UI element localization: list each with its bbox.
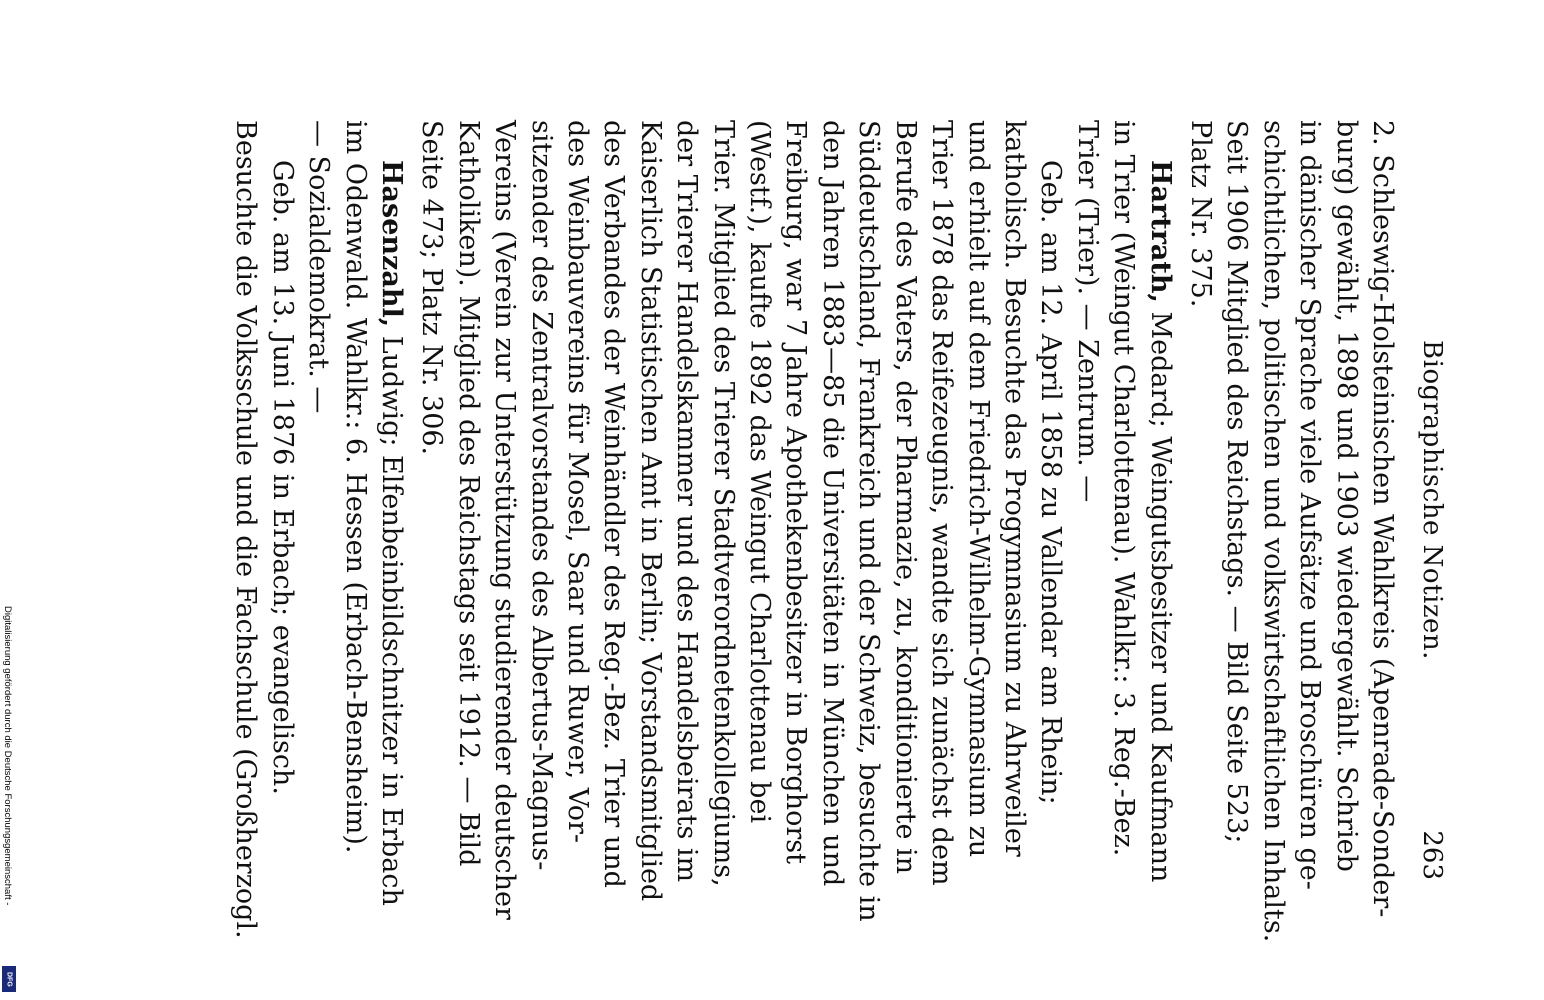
text-line: burg) gewählt, 1898 und 1903 wiedergewählt. Schrieb xyxy=(1330,120,1362,872)
text-line: Medard; Weingutsbesitzer und Kaufmann xyxy=(1144,302,1176,883)
text-line: Kaiserlich Statistischen Amt in Berlin; Vorstandsmitglied xyxy=(634,120,666,902)
entry-name: Hartrath, xyxy=(1144,160,1176,303)
text-line: Geb. am 12. April 1858 zu Vallendar am Rhein; xyxy=(1035,160,1067,805)
page-header xyxy=(1404,120,1450,880)
text-line: Besuchte die Volksschule und die Fachschule (Großherzogl. xyxy=(230,120,262,939)
running-title: Biographische Notizen. xyxy=(1417,340,1447,660)
text-line: Vereins (Verein zur Unterstützung studierender deutscher xyxy=(489,120,521,920)
text-line: Geb. am 13. Juni 1876 in Erbach; evangelisch. xyxy=(266,160,298,795)
text-line: des Weinbauvereins für Mosel, Saar und Ruwer, Vor- xyxy=(562,120,594,844)
text-line: Freiburg, war 7 Jahre Apothekenbesitzer in Borghorst xyxy=(780,120,812,864)
text-line: Trier (Trier). — Zentrum. — xyxy=(1071,120,1103,503)
text-line: des Verbandes der Weinhändler des Reg.-Bez. Trier und xyxy=(598,120,630,888)
text-line: im Odenwald. Wahlkr.: 6. Hessen (Erbach-Bensheim). xyxy=(339,120,371,854)
text-line: Trier. Mitglied des Trierer Stadtverordnetenkollegiums, xyxy=(707,120,739,887)
text-line: den Jahren 1883—85 die Universitäten in München und xyxy=(816,120,848,887)
paragraph-continuation xyxy=(1182,120,1400,943)
text-line: (Westf.), kaufte 1892 das Weingut Charlottenau bei xyxy=(744,120,776,824)
digitization-credit xyxy=(2,606,16,996)
text-line: Süddeutschland, Frankreich und der Schweiz, besuchte in xyxy=(853,120,885,922)
text-line: 2. Schleswig-Holsteinischen Wahlkreis (Apenrade-Sonder- xyxy=(1367,120,1398,918)
text-line: Berufe des Vaters, der Pharmazie, zu, konditionierte in xyxy=(889,120,921,875)
text-line: Platz Nr. 375. xyxy=(1184,120,1216,308)
dfg-logo: DFG xyxy=(2,966,16,992)
page-number: 263 xyxy=(1417,830,1447,880)
text-line: und erhielt auf dem Friedrich-Wilhelm-Gymnasium zu xyxy=(962,120,994,858)
text-line: Seit 1906 Mitglied des Reichstags. — Bild Seite 523; xyxy=(1221,120,1253,844)
entry-hasenzahl-body xyxy=(227,120,300,939)
text-line: Ludwig; Elfenbeinbildschnitzer in Erbach xyxy=(376,327,408,906)
text-line: schichtlichen, politischen und volkswirtschaftlichen Inhalts. xyxy=(1257,120,1289,943)
entry-hartrath-head xyxy=(1068,120,1177,883)
entry-hartrath-body xyxy=(413,120,1068,922)
page-text-block xyxy=(140,120,1450,943)
text-line: — Sozialdemokrat. — xyxy=(303,120,335,414)
text-line: der Trierer Handelskammer und des Handelsbeirats im xyxy=(671,120,703,883)
text-line: Trier 1878 das Reifezeugnis, wandte sich zunächst dem xyxy=(926,120,958,886)
text-line: in dänischer Sprache viele Aufsätze und Broschüren ge- xyxy=(1294,120,1326,890)
text-line: Seite 473; Platz Nr. 306. xyxy=(416,120,448,456)
text-line: sitzender des Zentralvorstandes des Albertus-Magnus- xyxy=(525,120,557,871)
text-line: in Trier (Weingut Charlottenau). Wahlkr.: 3. Reg.-Bez. xyxy=(1108,120,1140,857)
text-line: katholisch. Besuchte das Progymnasium zu Ahrweiler xyxy=(998,120,1030,857)
credit-text: Digitalisierung gefördert durch die Deutsche Forschungsgemeinschaft - xyxy=(2,606,13,906)
entry-name: Hasenzahl, xyxy=(376,160,408,328)
text-line: Katholiken). Mitglied des Reichstags seit 1912. — Bild xyxy=(452,120,484,867)
entry-hasenzahl-head xyxy=(300,120,409,906)
